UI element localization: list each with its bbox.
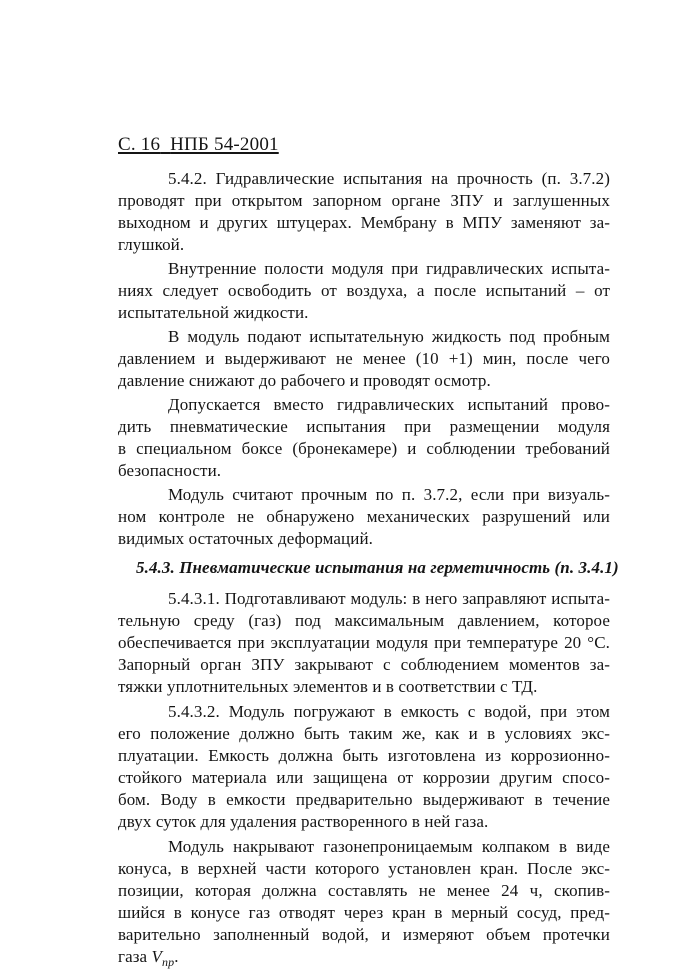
text-line: Внутренние полости модуля при гидравлических испыта- <box>168 259 610 278</box>
text-line: видимых остаточных деформаций. <box>118 529 373 548</box>
page-header <box>118 134 279 156</box>
text-line: Модуль считают прочным по п. 3.7.2, если при визуаль- <box>168 485 610 504</box>
text-line: дить пневматические испытания при размещении модуля <box>118 417 610 436</box>
text-line: выходном и других штуцерах. Мембрану в МПУ заменяют за- <box>118 213 610 232</box>
section-heading: 5.4.3. Пневматические испытания на герметичность (п. 3.4.1) <box>136 558 619 577</box>
text-line: плуатации. Емкость должна быть изготовлена из коррозионно- <box>118 746 610 765</box>
text-line: 5.4.3.2. Модуль погружают в емкость с водой, при этом <box>168 702 610 721</box>
text-line: позиции, которая должна составлять не менее 24 ч, скопив- <box>118 881 610 900</box>
text-line: 5.4.2. Гидравлические испытания на прочность (п. 3.7.2) <box>168 169 610 188</box>
text-line: В модуль подают испытательную жидкость под пробным <box>168 327 610 346</box>
text-line: Допускается вместо гидравлических испытаний прово- <box>168 395 610 414</box>
text-line: давлением и выдерживают не менее (10 +1) мин, после чего <box>118 349 610 368</box>
text-line: испытательной жидкости. <box>118 303 309 322</box>
volume-variable: V <box>151 947 163 966</box>
text-line: Запорный орган ЗПУ закрывают с соблюдением моментов за- <box>118 655 610 674</box>
text-line: безопасности. <box>118 461 222 480</box>
text-line: ниях следует освободить от воздуха, а после испытаний – от <box>118 281 610 300</box>
text-line-final <box>118 946 610 973</box>
text-line: ном контроле не обнаружено механических разрушений или <box>118 507 610 526</box>
text-line: конуса, в верхней части которого установлен кран. После экс- <box>118 859 610 878</box>
final-text: газа <box>118 947 152 966</box>
text-line: его положение должно быть таким же, как и в условиях экс- <box>118 724 610 743</box>
text-line: 5.4.3.1. Подготавливают модуль: в него заправляют испыта- <box>168 589 610 608</box>
text-line: двух суток для удаления растворенного в ней газа. <box>118 812 489 831</box>
text-line: глушкой. <box>118 235 185 254</box>
page-label: С. 16 <box>118 134 161 155</box>
text-line: тельную среду (газ) под максимальным давлением, которое <box>118 611 610 630</box>
text-line: варительно заполненный водой, и измеряют объем протечки <box>118 925 610 944</box>
text-line: Модуль накрывают газонепроницаемым колпаком в виде <box>168 837 610 856</box>
document-code: НПБ 54-2001 <box>170 134 279 155</box>
text-line: давление снижают до рабочего и проводят осмотр. <box>118 371 491 390</box>
text-line: в специальном боксе (бронекамере) и соблюдении требований <box>118 439 610 458</box>
text-line: стойкого материала или защищена от коррозии другим спосо- <box>118 768 610 787</box>
text-line: тяжки уплотнительных элементов и в соответствии с ТД. <box>118 677 538 696</box>
volume-subscript: пр <box>162 955 175 969</box>
text-line: шийся в конусе газ отводят через кран в мерный сосуд, пред- <box>118 903 610 922</box>
text-line: проводят при открытом запорном органе ЗПУ и заглушенных <box>118 191 610 210</box>
text-line: бом. Воду в емкости предварительно выдерживают в течение <box>118 790 610 809</box>
text-line: обеспечивается при эксплуатации модуля при температуре 20 °С. <box>118 633 610 652</box>
final-period: . <box>174 947 179 966</box>
